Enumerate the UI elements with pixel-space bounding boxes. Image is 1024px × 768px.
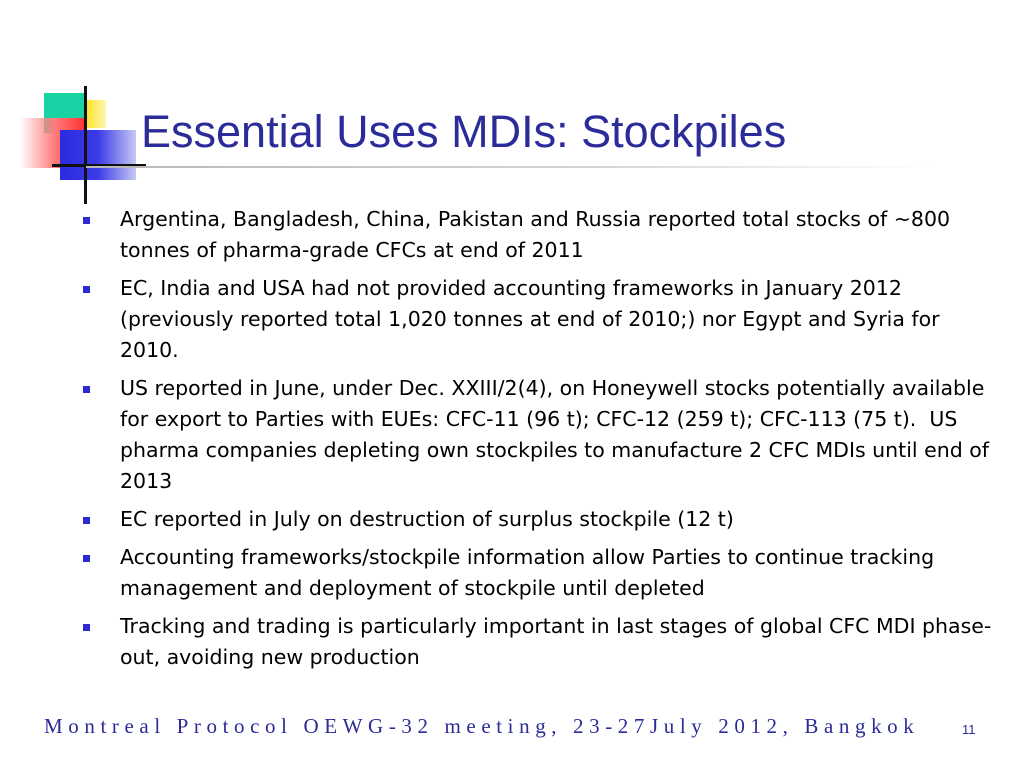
square-bullet-icon [83,217,90,224]
bullet-item [76,204,996,266]
title-divider [86,166,932,168]
bullet-text: Argentina, Bangladesh, China, Pakistan and Russia reported total stocks of ~800 tonnes of pharma-grade CFCs at end of 2011 [120,207,951,262]
bullet-item [76,542,996,604]
logo-yellow-square [84,100,106,128]
page-number: 11 [962,722,976,737]
bullet-text: EC reported in July on destruction of surplus stockpile (12 t) [120,507,734,531]
bullet-item [76,504,996,535]
bullet-text: Accounting frameworks/stockpile information allow Parties to continue tracking management and deployment of stockpile until depleted [120,545,935,600]
square-bullet-icon [83,517,90,524]
logo-vertical-line [84,86,87,204]
bullet-item [76,611,996,673]
square-bullet-icon [83,555,90,562]
bullet-list [76,204,996,680]
bullet-item [76,373,996,497]
bullet-text: Tracking and trading is particularly important in last stages of global CFC MDI phase-out, avoiding new production [120,614,992,669]
square-bullet-icon [83,386,90,393]
bullet-item [76,273,996,366]
square-bullet-icon [83,286,90,293]
square-bullet-icon [83,624,90,631]
footer-text: Montreal Protocol OEWG-32 meeting, 23-27July 2012, Bangkok [44,714,920,738]
logo-blue-square [60,130,136,180]
bullet-text: EC, India and USA had not provided accounting frameworks in January 2012 (previously reported total 1,020 tonnes at end of 2010;) nor Egypt and Syria for 2010. [120,276,940,362]
bullet-text: US reported in June, under Dec. XXIII/2(4), on Honeywell stocks potentially available for export to Parties with EUEs: CFC-11 (96 t); CFC-12 (259 t); CFC-113 (75 t). US pharma companies depleting own stockpiles to manufacture 2 CFC MDIs until end of 2013 [120,376,996,493]
slide-title: Essential Uses MDIs: Stockpiles [141,106,787,157]
